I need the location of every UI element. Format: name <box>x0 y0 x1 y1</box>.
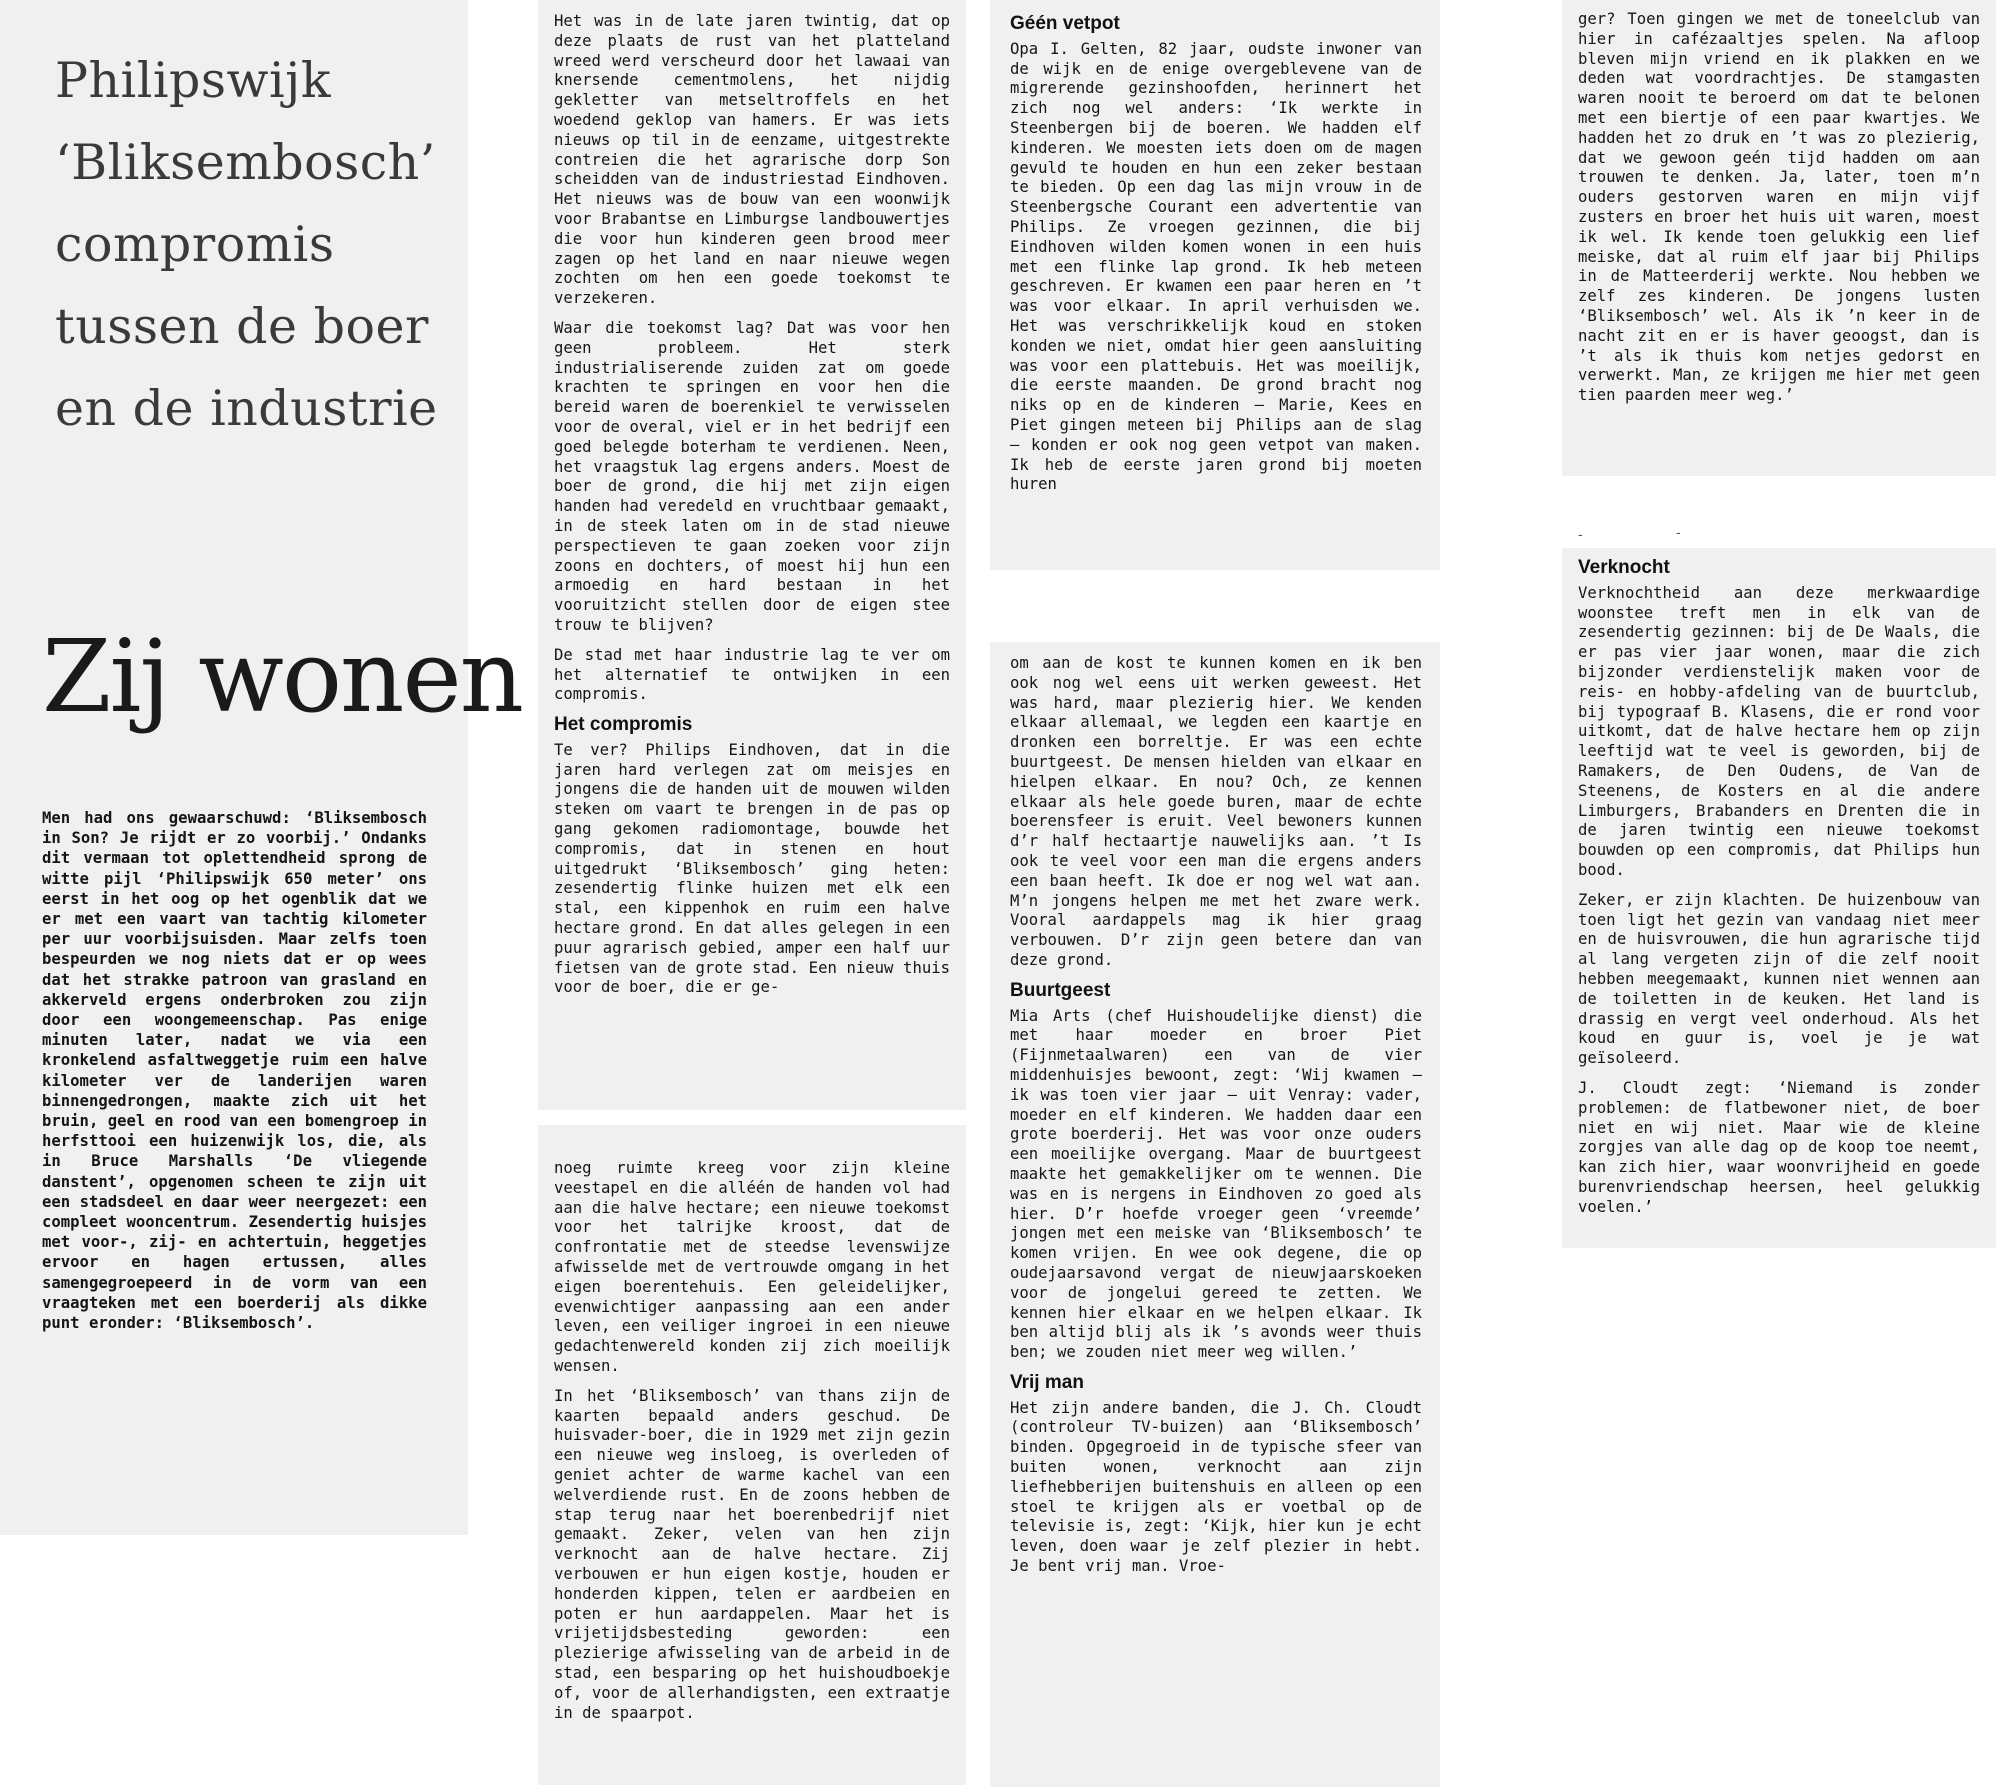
subhead-vrij-man: Vrij man <box>1010 1371 1084 1393</box>
title-clipping <box>0 0 523 1535</box>
column-3-bottom-clipping <box>990 642 1440 1787</box>
divider-mark-right: - <box>1676 524 1681 540</box>
headline-line-5: en de industrie <box>55 380 438 437</box>
column-3-top-clipping <box>990 0 1440 570</box>
col3b-paragraph-3: Het zijn andere banden, die J. Ch. Cloudt (controleur TV-buizen) aan ‘Bliksembosch’ binden. Opgegroeid in de typische sfeer van buiten wonen, verknocht aan zijn liefhebberijen buitenshuis en alleen op een stoel te krijgen als er voetbal op de televisie is, zegt: ‘Kijk, hier kun je echt leven, doen waar je zelf plezier in hebt. Je bent vrij man. Vroe- <box>1010 1398 1422 1576</box>
col4b-paragraph-1: Verknochtheid aan deze merkwaardige woonstee treft men in elk van de zesendertig gezinnen: bij de De Waals, die er pas vier jaar wonen, maar die zich bijzonder verdienstelijk maken voor de reis- en hobby-afdeling van de buurtclub, bij typograaf B. Klasens, die er rond voor uitkomt, dat de halve hectare hem op zijn leeftijd wat te veel is geworden, bij de Ramakers, de Den Oudens, de Van de Steenens, de Kosters en al die andere Limburgers, Brabanders en Drenten die in de jaren twintig een nieuwe toekomst bouwden op een compromis, dat Philips hun bood. <box>1578 583 1980 879</box>
col3b-paragraph-1: om aan de kost te kunnen komen en ik ben ook nog wel eens uit werken geweest. Het was hard, maar plezierig hier. We kenden elkaar allemaal, we legden een kaartje en dronken een borreltje. Er was een echte buurtgeest. De mensen hielden van elkaar en hielpen elkaar. En nou? Och, ze kennen elkaar als hele goede buren, maar de echte boerensfeer is eruit. Veel bewoners kunnen d’r half hectaartje nauwelijks aan. ’t Is ook te veel voor een man die ergens anders een baan heeft. Ik doe er nog wel wat aan. M’n jongens helpen me met het zware werk. Vooral aardappels mag ik hier graag verbouwen. D’r zijn geen betere dan van deze grond. <box>1010 654 1422 969</box>
headline-line-3: compromis <box>55 216 335 273</box>
col2-paragraph-2: Waar die toekomst lag? Dat was voor hen geen probleem. Het sterk industrialiserende zuiden zat om goede krachten te springen en voor hen die bereid waren de boerenkiel te verwisselen voor de overal, viel er in het bedrijf een goed belegde boterham te verdienen. Neen, het vraagstuk lag ergens anders. Moest de boer de grond, die hij met zijn eigen handen had veredeld en vruchtbaar gemaakt, in de steek laten om in de stad nieuwe perspectieven te gaan zoeken voor zijn zoons en dochters, of moest hij hun een armoedig en hard bestaan in het vooruitzicht stellen door de eigen stee trouw te blijven? <box>554 318 950 634</box>
column-4-bottom-clipping <box>1562 548 1996 1248</box>
col2b-paragraph-1: noeg ruimte kreeg voor zijn kleine veestapel en die alléén de handen vol had aan die halve hectare; een nieuwe toekomst voor het talrijke kroost, dat de confrontatie met de steedse levenswijze afwisselde met de vertrouwde omgang in het eigen boerentehuis. Een geleidelijker, evenwichtiger aanpassing aan een ander leven, een veiliger ingroei in een nieuwe gedachtenwereld konden zij zich moeilijk wensen. <box>554 1159 950 1375</box>
subhead-buurtgeest: Buurtgeest <box>1010 979 1111 1001</box>
column-4-top-clipping <box>1562 0 1996 476</box>
subhead-het-compromis: Het compromis <box>554 714 693 736</box>
col3a-paragraph: Opa I. Gelten, 82 jaar, oudste inwoner van de wijk en de enige overgeblevene van de migrerende gezinshoofden, herinnert het zich nog wel anders: ‘Ik werkte in Steenbergen bij de boeren. We hadden elf kinderen. We moesten iets doen om de magen gevuld te houden en hun een zeker bestaan te bieden. Op een dag las mijn vrouw in de Steenbergsche Courant een advertentie van Philips. Ze vroegen gezinnen, die bij Eindhoven wilden komen wonen in een huis met een flinke lap grond. Ik heb meteen geschreven. Er kwamen een paar heren en ’t was voor elkaar. In april verhuisden we. Het was verschrikkelijk koud en stoken konden we niet, omdat hier geen aansluiting was voor een plattebuis. Het was moeilijk, die eerste maanden. De grond bracht nog niks op en de kinderen — Marie, Kees en Piet gingen meteen bij Philips aan de slag — konden er ook nog geen vetpot van maken. Ik heb de eerste jaren grond bij moeten huren <box>1010 39 1422 494</box>
col4b-paragraph-2: Zeker, er zijn klachten. De huizenbouw van toen ligt het gezin van vandaag niet meer en de huisvrouwen, die hun agrarische tijd al lang vergeten zijn of die zelf nooit hebben meegemaakt, kunnen niet wennen aan de toiletten in de keuken. Het land is drassig en vergt veel onderhoud. Als het koud en guur is, voel je je wat geïsoleerd. <box>1578 890 1980 1068</box>
col2-paragraph-4: Te ver? Philips Eindhoven, dat in die jaren hard verlegen zat om meisjes en jongens die de handen uit de mouwen wilden steken om vaart te brengen in de pas op gang gekomen radiomontage, bouwde het compromis, dat in stenen en hout uitgedrukt ‘Bliksembosch’ ging heten: zesendertig flinke huizen met elk een stal, een kippenhok en ruim een halve hectare grond. En dat alles gelegen in een puur agrarisch gebied, amper een half uur fietsen van de grote stad. Een nieuw thuis voor de boer, die er ge- <box>554 740 950 997</box>
col3b-paragraph-2: Mia Arts (chef Huishoudelijke dienst) die met haar moeder en broer Piet (Fijnmetaalwaren) een van de vier middenhuisjes bewoont, zegt: ‘Wij kwamen — ik was toen vier jaar — uit Venray: vader, moeder en elf kinderen. We hadden daar een grote boerderij. Het was voor onze ouders een moeilijke overgang. Maar de buurtgeest maakte het gemakkelijker om te wennen. Die was en is nergens in Eindhoven zo goed als hier. D’r hoefde vroeger geen ‘vreemde’ jongen met een meiske van ‘Bliksembosch’ te komen vrijen. En wee ook degene, die op oudejaarsavond vergat de nieuwjaarskoeken voor de jongelui gereed te zetten. We kennen hier elkaar en we helpen elkaar. Ik ben altijd blij als ik ’s avonds weer thuis ben; we zouden niet meer weg willen.’ <box>1010 1006 1422 1362</box>
lead-paragraph: Men had ons gewaarschuwd: ‘Bliksembosch in Son? Je rijdt er zo voorbij.’ Ondanks dit vermaan tot oplettendheid sprong de witte pijl ‘Philipswijk 650 meter’ ons eerst in het oog op het ogenblik dat we er met een vaart van tachtig kilometer per uur voorbijsuisden. Maar zelfs toen bespeurden we nog niets dat er op wees dat het strakke patroon van grasland en akkerveld ergens onderbroken zou zijn door een woongemeenschap. Pas enige minuten later, nadat we via een kronkelend asfaltweggetje ruim een halve kilometer ver de landerijen waren binnengedrongen, maakte zich uit het bruin, geel en rood van een bomengroep in herfsttooi een huizenwijk los, die, als in Bruce Marshalls ‘De vliegende danstent’, opgenomen scheen te zijn uit een stadsdeel en daar weer neergezet: een compleet wooncentrum. Zesendertig huisjes met voor-, zij- en achtertuin, heggetjes ervoor en hagen ertussen, alles samengegroepeerd in de vorm van een vraagteken met een boerderij als dikke punt eronder: ‘Bliksembosch’. <box>42 809 427 1333</box>
col4b-paragraph-3: J. Cloudt zegt: ‘Niemand is zonder problemen: de flatbewoner niet, de boer niet en wij niet. Maar wie de kleine zorgjes van alle dag op de koop toe neemt, kan zich hier, waar woonvrijheid en goede burenvriendschap heersen, heel gelukkig voelen.’ <box>1578 1078 1980 1216</box>
headline-line-4: tussen de boer <box>55 298 429 355</box>
column-2-bottom-clipping <box>538 1125 966 1785</box>
col2b-paragraph-2: In het ‘Bliksembosch’ van thans zijn de kaarten bepaald anders geschud. De huisvader-boer, die in 1929 met zijn gezin een nieuwe weg insloeg, is overleden of geniet achter de warme kachel van een welverdiende rust. En de zoons hebben de stap terug naar het boerenbedrijf niet gemaakt. Zeker, velen van hen zijn verknocht aan de halve hectare. Zij verbouwen er hun eigen kostje, houden er honderden kippen, telen er aardbeien en poten er hun aardappelen. Maar het is vrijetijdsbesteding geworden: een plezierige afwisseling van de arbeid in de stad, een besparing op het huishoudboekje of, voor de allerhandigsten, een extraatje in de spaarpot. <box>554 1386 950 1722</box>
headline <box>55 40 455 450</box>
subhead-geen-vetpot: Géén vetpot <box>1010 13 1120 34</box>
headline-line-1: Philipswijk <box>55 52 332 109</box>
column-2-top-clipping <box>538 0 966 1110</box>
divider-mark-left: - <box>1578 526 1583 542</box>
headline-line-2: ‘Bliksembosch’ <box>55 134 436 191</box>
col2-paragraph-1: Het was in de late jaren twintig, dat op deze plaats de rust van het platteland wreed werd verscheurd door het lawaai van knersende cementmolens, het nijdig gekletter van metseltroffels en het woedend geklop van hamers. Er was iets nieuws op til in de eenzame, uitgestrekte contreien die het agrarische dorp Son scheidden van de industriestad Eindhoven. Het nieuws was de bouw van een woonwijk voor Brabantse en Limburgse landbouwertjes die voor hun kinderen geen brood meer zagen op het land en naar nieuwe wegen zochten om hen een goede toekomst te verzekeren. <box>554 12 950 308</box>
col2-paragraph-3: De stad met haar industrie lag te ver om het alternatief te ontwijken in een compromis. <box>554 645 950 704</box>
col4a-paragraph: ger? Toen gingen we met de toneelclub van hier in cafézaaltjes spelen. Na afloop bleven mijn vriend en ik plakken en we deden wat voordrachtjes. De stamgasten waren nooit te beroerd om dat te belonen met een biertje of een paar kwartjes. We hadden het zo druk en ’t was zo plezierig, dat we gewoon geén tijd hadden om aan trouwen te denken. Ja, later, toen m’n ouders gestorven waren en mijn vijf zusters en broer het huis uit waren, moest ik wel. Ik kende toen gelukkig een lief meiske, dat al ruim elf jaar bij Philips in de Matteerderij werkte. Nou hebben we zelf zes kinderen. De jongens lusten ‘Bliksembosch’ wel. Als ik ’n keer in de nacht zit en er is haver geoogst, dan is ’t als ik thuis kom netjes gedorst en verwerkt. Man, ze krijgen me hier met geen tien paarden meer weg.’ <box>1578 10 1980 405</box>
main-title: Zij wonen <box>42 618 523 735</box>
subhead-verknocht: Verknocht <box>1578 557 1670 578</box>
